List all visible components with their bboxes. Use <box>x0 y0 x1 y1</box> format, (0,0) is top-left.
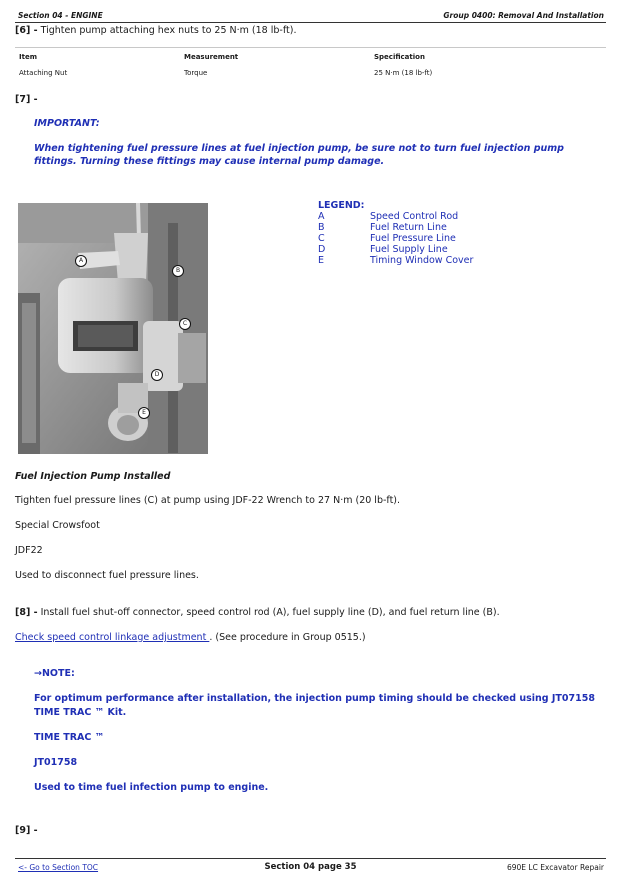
legend-label: Fuel Supply Line <box>370 244 448 255</box>
legend-label: Timing Window Cover <box>370 255 474 266</box>
header-divider <box>15 22 606 23</box>
legend-item <box>318 211 473 222</box>
legend-item <box>318 244 473 255</box>
tool-name: Special Crowsfoot <box>15 520 100 531</box>
step-7-number: [7] - <box>15 94 38 105</box>
table-header-specification: Specification <box>374 53 425 61</box>
section-toc-link[interactable]: <- Go to Section TOC <box>18 863 99 872</box>
linkage-check <box>15 632 366 643</box>
note-tool-use: Used to time fuel infection pump to engine. <box>34 782 269 793</box>
callout-a: A <box>75 255 87 267</box>
legend-item <box>318 233 473 244</box>
important-text-line-1: When tightening fuel pressure lines at fuel injection pump, be sure not to turn fuel injection pump <box>34 143 564 154</box>
group-title: Group 0400: Removal And Installation <box>443 11 604 20</box>
legend-label: Speed Control Rod <box>370 211 459 222</box>
tool-number: JDF22 <box>15 545 43 556</box>
legend-label: Fuel Pressure Line <box>370 233 456 244</box>
note-tool-number: JT01758 <box>34 757 78 768</box>
table-cell-specification: 25 N·m (18 lb-ft) <box>374 69 433 77</box>
callout-c: C <box>179 318 191 330</box>
section-title: Section 04 - ENGINE <box>18 11 103 20</box>
page-number: Section 04 page 35 <box>264 862 357 872</box>
legend-key: E <box>318 255 325 266</box>
step-9-number: [9] - <box>15 825 38 836</box>
legend-title: LEGEND: <box>318 200 365 211</box>
legend-key: C <box>318 233 325 244</box>
table-header-item: Item <box>19 53 37 61</box>
footer-divider <box>15 858 606 859</box>
linkage-procedure-ref: . (See procedure in Group 0515.) <box>209 632 366 643</box>
pump-illustration <box>18 203 208 454</box>
step-6-text: Tighten pump attaching hex nuts to 25 N·m (18 lb-ft). <box>37 25 297 36</box>
manual-title: 690E LC Excavator Repair <box>506 863 604 872</box>
legend-label: Fuel Return Line <box>370 222 447 233</box>
table-cell-item: Attaching Nut <box>19 69 68 77</box>
legend-key: D <box>318 244 326 255</box>
callout-e: E <box>138 407 150 419</box>
callout-b: B <box>172 265 184 277</box>
note-label: →NOTE: <box>34 668 75 679</box>
table-header-measurement: Measurement <box>184 53 239 61</box>
tighten-instruction: Tighten fuel pressure lines (C) at pump using JDF-22 Wrench to 27 N·m (20 lb-ft). <box>15 495 401 506</box>
figure-caption: Fuel Injection Pump Installed <box>15 471 171 482</box>
important-text-line-2: fittings. Turning these fittings may cause internal pump damage. <box>34 156 385 167</box>
table-divider <box>15 47 606 48</box>
step-6 <box>15 25 296 36</box>
legend-item <box>318 222 473 233</box>
step-8 <box>15 607 500 618</box>
tool-use: Used to disconnect fuel pressure lines. <box>15 570 199 581</box>
legend-key: A <box>318 211 325 222</box>
legend-key: B <box>318 222 325 233</box>
note-text-line-2: TIME TRAC ™ Kit. <box>34 707 127 718</box>
callout-d: D <box>151 369 163 381</box>
step-8-text: Install fuel shut-off connector, speed control rod (A), fuel supply line (D), and fuel return line (B). <box>37 607 500 618</box>
step-6-number: [6] - <box>15 25 38 36</box>
speed-control-linkage-link[interactable]: Check speed control linkage adjustment <box>15 632 210 643</box>
note-tool-name: TIME TRAC ™ <box>34 732 105 743</box>
step-8-number: [8] - <box>15 607 38 618</box>
legend <box>318 200 473 266</box>
important-label: IMPORTANT: <box>34 118 100 129</box>
note-text-line-1: For optimum performance after installation, the injection pump timing should be checked using JT07158 <box>34 693 595 704</box>
table-cell-measurement: Torque <box>184 69 208 77</box>
legend-item <box>318 255 473 266</box>
fuel-injection-pump-photo <box>18 203 208 454</box>
